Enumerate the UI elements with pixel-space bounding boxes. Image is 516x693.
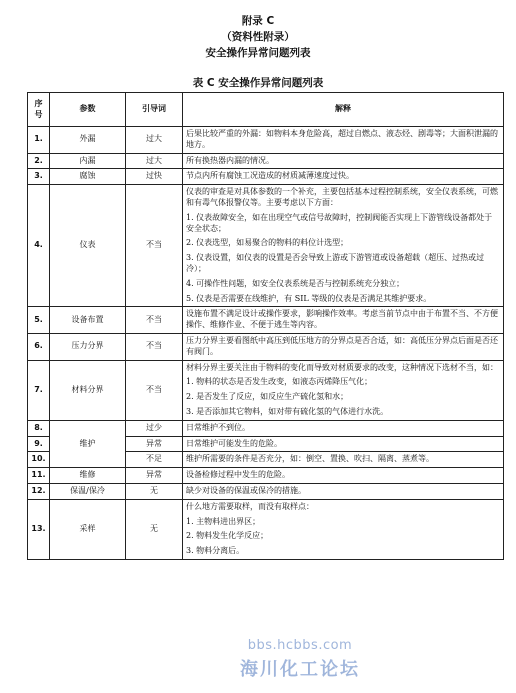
row-guideword: 异常: [126, 468, 183, 484]
row-explanation: [183, 153, 504, 169]
row-explanation: [183, 185, 504, 307]
row-number: 7.: [28, 360, 50, 420]
explanation-line: 2. 是否发生了反应，如反应生产硫化氢和水；: [186, 392, 349, 402]
row-parameter: 仪表: [50, 185, 126, 307]
row-explanation: [183, 436, 504, 452]
row-number: 3.: [28, 169, 50, 185]
row-number: 10.: [28, 452, 50, 468]
appendix-title: 安全操作异常问题列表: [205, 47, 311, 59]
appendix-note: （资料性附录）: [221, 31, 295, 43]
row-explanation: [183, 499, 504, 559]
row-guideword: 过少: [126, 420, 183, 436]
row-number: 8.: [28, 420, 50, 436]
row-number: 2.: [28, 153, 50, 169]
explanation-line: 3. 仪表设置，如仪表的设置是否会导致上游或下游管道或设备超载（超压、过热或过冷）；: [186, 253, 485, 273]
row-explanation: [183, 307, 504, 334]
explanation-line: 节点内所有腐蚀工况造成的材质减薄速度过快。: [186, 171, 354, 181]
row-explanation: [183, 169, 504, 185]
col-header-guide: 引导词: [126, 93, 183, 127]
explanation-line: 5. 仪表是否需要在线维护，有 SIL 等级的仪表是否满足其维护要求。: [186, 293, 432, 303]
row-number: 13.: [28, 499, 50, 559]
explanation-line: 日常维护不到位。: [186, 422, 250, 432]
table-row: [28, 153, 504, 169]
row-guideword: 不当: [126, 307, 183, 334]
col-header-param: 参数: [50, 93, 126, 127]
explanation-line: 维护所需要的条件是否充分，如：倒空、置换、吹扫、隔离、蒸煮等。: [186, 454, 434, 464]
row-explanation: [183, 127, 504, 154]
row-guideword: 不足: [126, 452, 183, 468]
table-row: [28, 169, 504, 185]
table-row: [28, 333, 504, 360]
row-guideword: 不当: [126, 360, 183, 420]
row-guideword: 无: [126, 499, 183, 559]
table-caption: 表 C 安全操作异常问题列表: [192, 77, 324, 89]
explanation-line: 材料分界主要关注由于物料的变化而导致对材质要求的改变，这种情况下选材不当，如：: [186, 362, 498, 372]
row-number: 6.: [28, 333, 50, 360]
row-parameter: 维修: [50, 468, 126, 484]
abnormal-issues-table: [27, 92, 504, 560]
row-number: 4.: [28, 185, 50, 307]
col-header-explanation: 解释: [183, 93, 504, 127]
row-explanation: [183, 452, 504, 468]
row-number: 9.: [28, 436, 50, 452]
table-row: [28, 127, 504, 154]
table-row: [28, 468, 504, 484]
table-row: [28, 499, 504, 559]
explanation-line: 2. 仪表选型，如易聚合的物料的料位计选型；: [186, 238, 349, 248]
table-row: [28, 185, 504, 307]
table-header-row: [28, 93, 504, 127]
row-parameter: 材料分界: [50, 360, 126, 420]
row-number: 1.: [28, 127, 50, 154]
row-parameter: 设备布置: [50, 307, 126, 334]
row-guideword: 异常: [126, 436, 183, 452]
table-row: [28, 483, 504, 499]
row-number: 11.: [28, 468, 50, 484]
explanation-line: 3. 物料分离后。: [186, 546, 245, 556]
row-parameter: 腐蚀: [50, 169, 126, 185]
row-guideword: 不当: [126, 333, 183, 360]
row-explanation: [183, 420, 504, 436]
row-number: 12.: [28, 483, 50, 499]
explanation-line: 缺少对设备的保温或保冷的措施。: [186, 485, 306, 495]
table-row: [28, 360, 504, 420]
row-guideword: 过大: [126, 127, 183, 154]
row-parameter: 采样: [50, 499, 126, 559]
table-row: [28, 420, 504, 436]
explanation-line: 设施布置不满足设计或操作要求，影响操作效率。考虑当前节点中由于布置不当、不方便操作、维修作业、不便于逃生等内容。: [186, 309, 498, 330]
row-explanation: [183, 483, 504, 499]
row-parameter: 维护: [50, 420, 126, 467]
row-guideword: 过快: [126, 169, 183, 185]
explanation-line: 2. 物料发生化学反应；: [186, 531, 269, 541]
row-explanation: [183, 468, 504, 484]
row-parameter: 保温/保冷: [50, 483, 126, 499]
explanation-line: 1. 物料的状态是否发生改变，如液态丙烯降压气化；: [186, 377, 373, 387]
table-body: [28, 127, 504, 560]
row-guideword: 无: [126, 483, 183, 499]
row-number: 5.: [28, 307, 50, 334]
row-explanation: [183, 360, 504, 420]
row-parameter: 内漏: [50, 153, 126, 169]
explanation-line: 仪表的审查是对具体参数的一个补充，主要包括基本过程控制系统，安全仪表系统，可燃和有毒气体报警仪等。主要考虑以下方面：: [186, 187, 498, 207]
row-explanation: [183, 333, 504, 360]
explanation-line: 4. 可操作性问题，如安全仪表系统是否与控制系统充分独立；: [186, 278, 405, 288]
explanation-line: 3. 是否添加其它物料，如对带有硫化氢的气体进行水洗。: [186, 406, 389, 416]
row-parameter: 压力分界: [50, 333, 126, 360]
forum-watermark: [210, 638, 390, 681]
appendix-label: 附录 C: [241, 15, 275, 27]
explanation-line: 压力分界主要看图纸中高压到低压地方的分界点是否合适，如：高低压分界点后面是否还有阀门。: [186, 335, 498, 356]
explanation-line: 设备检修过程中发生的危险。: [186, 470, 290, 480]
watermark-url: bbs.hcbbs.com: [247, 638, 353, 653]
explanation-line: 什么地方需要取样，而没有取样点：: [186, 501, 314, 511]
col-header-no: 序号: [28, 93, 50, 127]
watermark-name: 海川化工论坛: [240, 659, 360, 680]
explanation-line: 1. 主物料进出界区；: [186, 516, 261, 526]
explanation-line: 所有换热器内漏的情况。: [186, 155, 274, 165]
explanation-line: 日常维护可能发生的危险。: [186, 438, 282, 448]
table-row: [28, 307, 504, 334]
row-parameter: 外漏: [50, 127, 126, 154]
explanation-line: 后果比较严重的外漏：如物料本身危险高，超过自燃点、液态烃、剧毒等；大面积泄漏的地方。: [186, 129, 498, 149]
explanation-line: 1. 仪表故障安全，如在出现空气或信号故障时，控制阀能否实现上下游管线设备都处于安全状态；: [186, 212, 493, 233]
row-guideword: 不当: [126, 185, 183, 307]
row-guideword: 过大: [126, 153, 183, 169]
